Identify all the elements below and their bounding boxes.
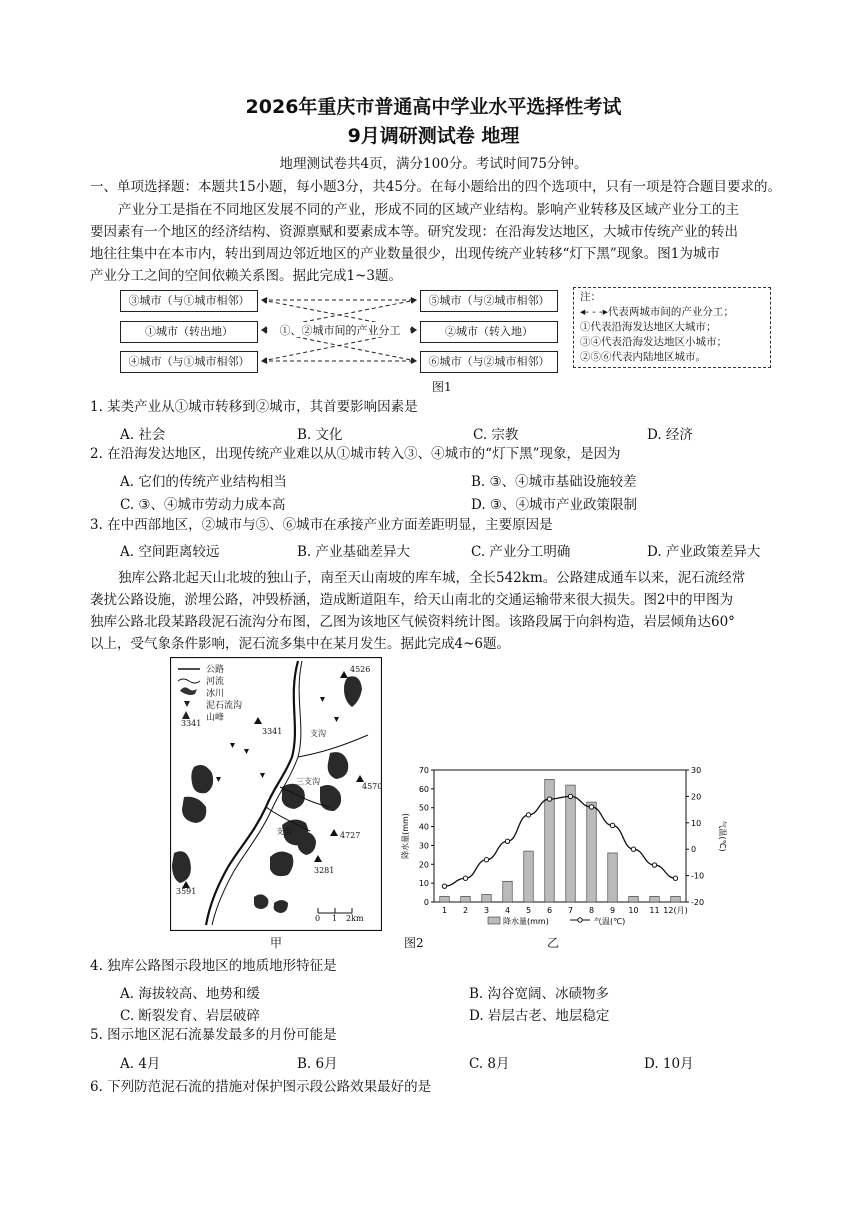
peak-elevation: 3281 <box>314 866 335 875</box>
temperature-point <box>505 839 509 843</box>
exam-title: 2026年重庆市普通高中学业水平选择性考试 <box>245 96 622 118</box>
option[interactable]: A. 它们的传统产业结构相当 <box>120 474 287 490</box>
question-stem: 6. 下列防范泥石流的措施对保护图示段公路效果最好的是 <box>90 1079 432 1095</box>
scale-label: 0 <box>315 914 321 923</box>
legend-label: 降水量(mm) <box>503 917 549 926</box>
note-line <box>580 305 764 320</box>
x-tick-label: 9 <box>609 906 616 915</box>
temperature-point <box>547 797 551 801</box>
option[interactable]: C. 宗教 <box>473 427 519 443</box>
city4-box: ④城市（与①城市相邻） <box>120 351 258 373</box>
y-tick-label: 20 <box>418 860 429 870</box>
legend-label: 气温(℃) <box>594 917 626 926</box>
precip-bar <box>461 896 470 902</box>
exam-subtitle: 9月调研测试卷 地理 <box>347 125 520 147</box>
precip-bar <box>608 853 617 902</box>
legend-point-swatch <box>578 918 582 922</box>
option[interactable]: B. 文化 <box>297 427 343 443</box>
passage1-line: 产业分工是指在不同地区发展不同的产业，形成不同的区域产业结构。影响产业转移及区域产业分工的主 <box>118 202 739 218</box>
scale-label: 1 <box>332 914 338 923</box>
x-tick-label: 2 <box>462 906 469 915</box>
y2-tick-label: 30 <box>691 766 702 775</box>
y2-tick-label: 0 <box>691 845 697 855</box>
option[interactable]: B. 沟谷宽阔、冰碛物多 <box>469 986 610 1002</box>
precip-bar <box>524 851 533 902</box>
x-tick-label: 4 <box>504 906 511 915</box>
temperature-point <box>442 884 446 888</box>
x-tick-label: 12(月) <box>663 906 688 915</box>
city3-box: ③城市（与①城市相邻） <box>120 290 258 312</box>
option[interactable]: D. 10月 <box>644 1056 694 1072</box>
note-line: ①代表沿海发达地区大城市； <box>580 321 717 333</box>
river-label: 支沟 <box>310 729 326 738</box>
map-svg <box>170 657 382 931</box>
option[interactable]: C. 断裂发育、岩层破碎 <box>120 1008 260 1024</box>
river-label: 支沟 <box>276 827 292 836</box>
section-heading: 一、单项选择题：本题共15小题，每小题3分，共45分。在每小题给出的四个选项中，只有一项是符合题目要求的。 <box>90 179 781 195</box>
precip-bar <box>440 896 449 902</box>
note-line: ③④代表沿海发达地区小城市； <box>580 336 727 348</box>
city6-box: ⑥城市（与②城市相邻） <box>420 351 558 373</box>
precip-bar <box>566 785 575 902</box>
scale-label: 2km <box>346 914 364 923</box>
precip-bar <box>587 802 596 902</box>
x-tick-label: 8 <box>588 906 595 915</box>
x-tick-label: 11 <box>649 906 660 915</box>
city5-box: ⑤城市（与②城市相邻） <box>420 290 558 312</box>
x-tick-label: 7 <box>567 906 574 915</box>
option[interactable]: C. 产业分工明确 <box>471 544 571 560</box>
note-line: ②⑤⑥代表内陆地区城市。 <box>580 351 706 363</box>
temperature-point <box>652 863 656 867</box>
map-label: 甲 <box>270 936 283 950</box>
option[interactable]: C. ③、④城市劳动力成本高 <box>120 497 286 513</box>
precip-bar <box>482 894 491 902</box>
legend-peak: 山峰 <box>206 713 225 723</box>
passage2-line: 独库公路北段某路段泥石流沟分布图，乙图为该地区气候资料统计图。该路段属于向斜构造，岩层倾角达60° <box>90 614 735 630</box>
passage1-line: 要因素有一个地区的经济结构、资源禀赋和要素成本等。研究发现：在沿海发达地区，大城市传统产业的转出 <box>90 224 738 240</box>
city1-box: ①城市（转出地） <box>120 321 258 343</box>
temperature-point <box>610 823 614 827</box>
precip-bar <box>650 896 659 902</box>
y-tick-label: 30 <box>418 841 429 851</box>
passage2-line: 袭扰公路设施，淤埋公路，冲毁桥涵，造成断道阻车，给天山南北的交通运输带来很大损失。图2中的甲图为 <box>90 592 734 608</box>
note-line-text: 代表两城市间的产业分工； <box>607 306 734 318</box>
temperature-line <box>445 796 676 886</box>
y2-axis-label: 气温(℃) <box>718 820 727 852</box>
option[interactable]: D. ③、④城市产业政策限制 <box>471 497 638 513</box>
option[interactable]: A. 社会 <box>120 427 166 443</box>
y-tick-label: 50 <box>418 803 429 813</box>
x-tick-label: 5 <box>525 906 532 915</box>
peak-elevation: 4526 <box>350 665 371 674</box>
option[interactable]: A. 海拔较高、地势和缓 <box>120 986 260 1002</box>
chart-svg <box>398 760 728 930</box>
y2-tick-label: 20 <box>691 792 702 802</box>
y-tick-label: 0 <box>423 898 429 907</box>
option[interactable]: D. 产业政策差异大 <box>647 544 761 560</box>
y-tick-label: 10 <box>418 879 429 889</box>
temperature-point <box>589 805 593 809</box>
y-tick-label: 70 <box>418 766 429 775</box>
question-stem: 2. 在沿海发达地区，出现传统产业难以从①城市转入③、④城市的“灯下黑”现象，是因为 <box>90 446 621 462</box>
y2-tick-label: -10 <box>691 871 705 881</box>
x-tick-label: 6 <box>546 906 553 915</box>
y-tick-label: 60 <box>418 784 429 794</box>
peak-elevation: 3341 <box>262 727 283 736</box>
precip-bar <box>503 881 512 902</box>
note-head: 注： <box>580 291 601 303</box>
question-stem: 3. 在中西部地区，②城市与⑤、⑥城市在承接产业方面差距明显，主要原因是 <box>90 517 553 533</box>
question-stem: 4. 独库公路图示段地区的地质地形特征是 <box>90 958 337 974</box>
city2-box: ②城市（转入地） <box>420 321 558 343</box>
option[interactable]: B. ③、④城市基础设施较差 <box>471 474 637 490</box>
river-label: 三支沟 <box>296 777 320 786</box>
temperature-point <box>673 876 677 880</box>
dashed-arrow-icon: ◂- - -▸ <box>580 306 608 318</box>
peak-elevation: 3591 <box>176 887 197 896</box>
passage2-line: 独库公路北起天山北坡的独山子，南至天山南坡的库车城，全长542km。公路建成通车以来，泥石流经常 <box>118 570 746 586</box>
precip-bar <box>629 896 638 902</box>
y-tick-label: 40 <box>418 822 429 832</box>
option[interactable]: D. 岩层古老、地层稳定 <box>469 1008 610 1024</box>
question-stem: 1. 某类产业从①城市转移到②城市，其首要影响因素是 <box>90 399 418 415</box>
industry-division-label: ①、②城市间的产业分工 <box>279 324 401 337</box>
plot-frame <box>434 770 686 902</box>
x-tick-label: 3 <box>483 906 490 915</box>
temperature-point <box>631 847 635 851</box>
figure2-caption: 图2 <box>404 936 424 950</box>
passage1-line: 地往往集中在本市内，转出到周边邻近地区的产业数量很少，出现传统产业转移“灯下黑”现象。图1为城市 <box>90 246 720 262</box>
temperature-point <box>568 794 572 798</box>
temperature-point <box>526 813 530 817</box>
option[interactable]: C. 8月 <box>469 1056 510 1072</box>
legend-road: 公路 <box>206 665 225 675</box>
peak-elevation: 4570 <box>362 782 383 791</box>
x-tick-label: 10 <box>628 906 639 915</box>
y-axis-label: 降水量(mm) <box>401 813 410 859</box>
legend-bar-swatch <box>488 917 500 924</box>
exam-info: 地理测试卷共4页，满分100分。考试时间75分钟。 <box>279 156 588 172</box>
option[interactable]: D. 经济 <box>647 427 693 443</box>
x-tick-label: 1 <box>441 906 448 915</box>
option[interactable]: B. 产业基础差异大 <box>297 544 411 560</box>
precip-bar <box>671 896 680 902</box>
passage1-line: 产业分工之间的空间依赖关系图。据此完成1~3题。 <box>90 268 402 284</box>
question-stem: 5. 图示地区泥石流暴发最多的月份可能是 <box>90 1027 337 1043</box>
legend-river: 河流 <box>206 677 225 687</box>
option[interactable]: A. 4月 <box>120 1056 161 1072</box>
legend-peak-sample: 3341 <box>181 719 202 728</box>
legend-debris: 泥石流沟 <box>206 701 243 711</box>
figure1-caption: 图1 <box>432 380 452 394</box>
figure1-note <box>573 287 771 368</box>
temperature-point <box>484 858 488 862</box>
y2-tick-label: 10 <box>691 818 702 828</box>
passage2-line: 以上，受气象条件影响，泥石流多集中在某月发生。据此完成4~6题。 <box>90 636 510 652</box>
option[interactable]: B. 6月 <box>297 1056 338 1072</box>
option[interactable]: A. 空间距离较远 <box>120 544 220 560</box>
temperature-point <box>463 876 467 880</box>
y2-tick-label: -20 <box>691 898 705 907</box>
chart-label: 乙 <box>547 936 560 950</box>
peak-elevation: 4727 <box>340 831 361 840</box>
legend-glacier: 冰川 <box>206 689 225 699</box>
